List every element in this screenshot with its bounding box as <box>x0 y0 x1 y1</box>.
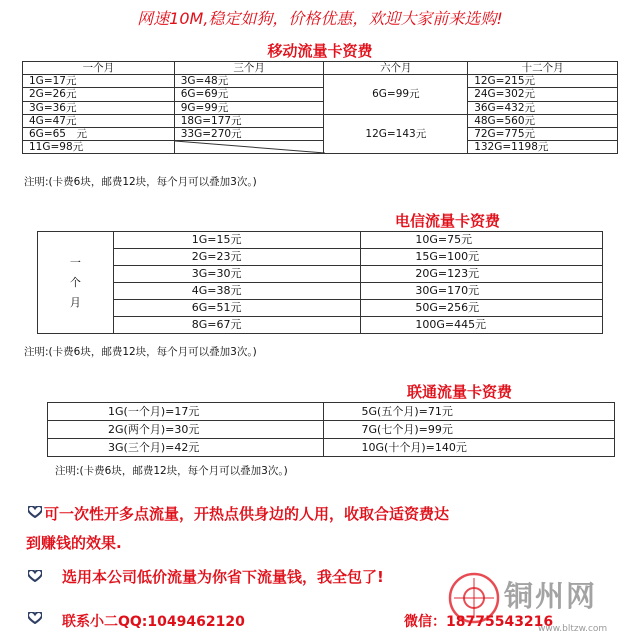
unicom-title: 联通流量卡资费 <box>407 383 513 401</box>
telecom-cell: 10G=75元 <box>361 232 603 249</box>
mobile-cell: 1G=17元 <box>23 75 175 88</box>
contact-wechat: 微信：18775543216 <box>404 614 554 630</box>
telecom-period-char: 个 <box>69 275 81 289</box>
telecom-note: 注明:(卡费6块，邮费12块，每个月可以叠加3次。) <box>24 346 257 358</box>
mobile-cell: 6G=65 元 <box>23 127 175 140</box>
mobile-cell-empty <box>174 141 324 154</box>
mobile-cell: 33G=270元 <box>174 127 324 140</box>
mobile-header-3: 三个月 <box>174 62 324 75</box>
telecom-period-char: 一 <box>69 255 81 269</box>
mobile-cell: 132G=1198元 <box>468 141 618 154</box>
heart-icon <box>28 570 42 582</box>
telecom-cell: 1G=15元 <box>113 232 361 249</box>
telecom-period-char: 月 <box>69 295 81 309</box>
mobile-title: 移动流量卡资费 <box>267 42 373 60</box>
unicom-cell: 7G(七个月)=99元 <box>323 421 614 439</box>
diagonal-line <box>175 141 325 153</box>
promo-line1: 可一次性开多点流量，开热点供身边的人用，收取合适资费达 <box>44 505 450 523</box>
mobile-cell: 6G=69元 <box>174 88 324 101</box>
mobile-cell: 36G=432元 <box>468 101 618 114</box>
mobile-cell: 11G=98元 <box>23 141 175 154</box>
watermark-url: www.bltzw.com <box>538 624 608 634</box>
mobile-cell: 48G=560元 <box>468 114 618 127</box>
mobile-header-12: 十二个月 <box>468 62 618 75</box>
mobile-header-1: 一个月 <box>23 62 175 75</box>
watermark-logo-icon <box>448 572 500 624</box>
unicom-cell: 2G(两个月)=30元 <box>48 421 324 439</box>
telecom-cell: 30G=170元 <box>361 283 603 300</box>
telecom-cell: 6G=51元 <box>113 300 361 317</box>
telecom-cell: 15G=100元 <box>361 249 603 266</box>
telecom-table <box>37 231 603 334</box>
mobile-cell: 2G=26元 <box>23 88 175 101</box>
telecom-period <box>38 232 114 334</box>
telecom-cell: 3G=30元 <box>113 266 361 283</box>
unicom-cell: 1G(一个月)=17元 <box>48 403 324 421</box>
watermark-name: 铜州网 <box>504 579 598 613</box>
mobile-cell: 12G=215元 <box>468 75 618 88</box>
mobile-header-6: 六个月 <box>324 62 468 75</box>
telecom-cell: 8G=67元 <box>113 317 361 334</box>
unicom-note: 注明:(卡费6块，邮费12块，每个月可以叠加3次。) <box>55 465 288 477</box>
unicom-table <box>47 402 615 457</box>
mobile-cell: 18G=177元 <box>174 114 324 127</box>
mobile-cell: 4G=47元 <box>23 114 175 127</box>
telecom-cell: 100G=445元 <box>361 317 603 334</box>
telecom-cell: 4G=38元 <box>113 283 361 300</box>
mobile-table <box>22 61 618 154</box>
telecom-title: 电信流量卡资费 <box>395 212 501 230</box>
unicom-cell: 3G(三个月)=42元 <box>48 439 324 457</box>
mobile-cell: 72G=775元 <box>468 127 618 140</box>
telecom-cell: 20G=123元 <box>361 266 603 283</box>
telecom-cell: 2G=23元 <box>113 249 361 266</box>
promo-line1b: 到赚钱的效果. <box>26 534 122 552</box>
mobile-cell-6m-b: 12G=143元 <box>324 114 468 154</box>
mobile-cell: 3G=36元 <box>23 101 175 114</box>
contact-qq: 联系小二QQ:1049462120 <box>62 614 245 630</box>
mobile-cell: 9G=99元 <box>174 101 324 114</box>
unicom-cell: 5G(五个月)=71元 <box>323 403 614 421</box>
mobile-note: 注明:(卡费6块，邮费12块，每个月可以叠加3次。) <box>24 176 257 188</box>
heart-icon <box>28 612 42 624</box>
mobile-cell: 3G=48元 <box>174 75 324 88</box>
unicom-cell: 10G(十个月)=140元 <box>323 439 614 457</box>
heart-icon <box>28 506 42 518</box>
mobile-cell-6m-a: 6G=99元 <box>324 75 468 115</box>
mobile-cell: 24G=302元 <box>468 88 618 101</box>
telecom-cell: 50G=256元 <box>361 300 603 317</box>
slogan: 网速10M,稳定如狗，价格优惠，欢迎大家前来选购! <box>137 9 503 28</box>
promo-line2: 选用本公司低价流量为你省下流量钱，我全包了! <box>62 568 384 586</box>
